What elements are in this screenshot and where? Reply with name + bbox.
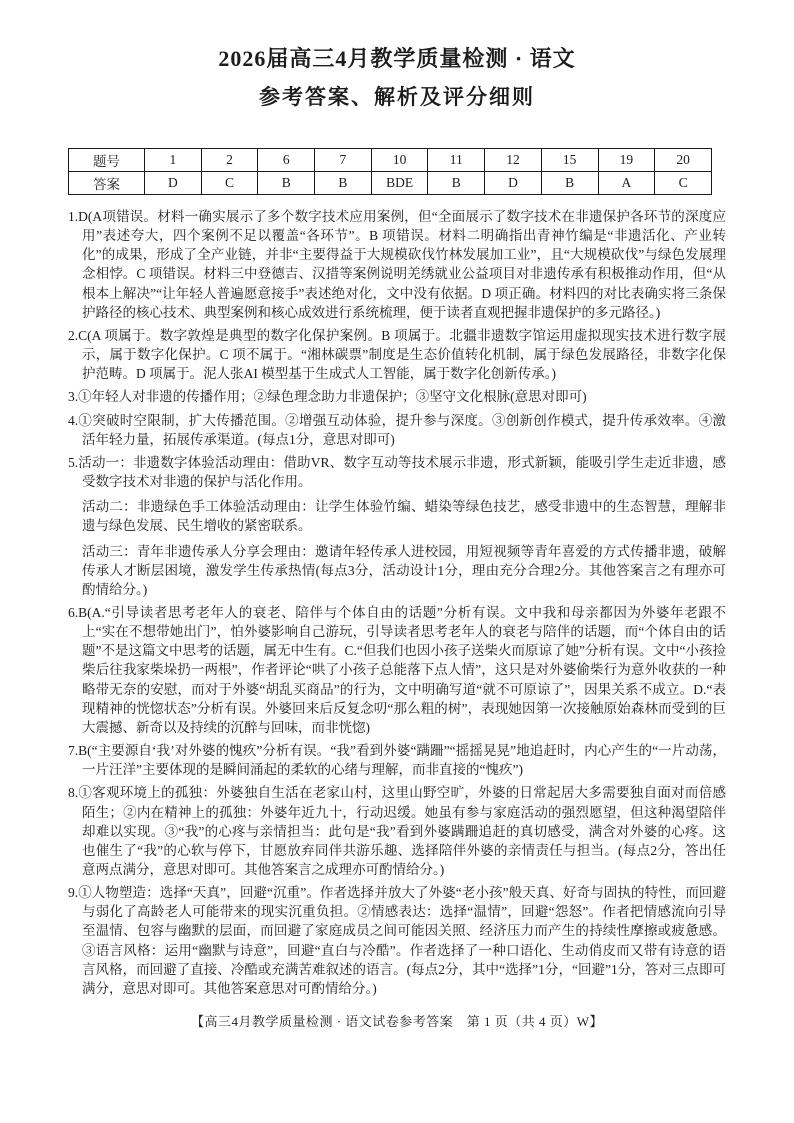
- page-title: 2026届高三4月教学质量检测 · 语文: [218, 46, 576, 71]
- question-number-cell: 6: [258, 149, 315, 172]
- answer-cell: D: [145, 172, 202, 195]
- solution-paragraph-7: 7.B(“主要源自‘我’对外婆的愧疚”分析有误。“我”看到外婆“蹒跚”“摇摇晃晃”地追赶时，内心产生的“一片动荡，一片汪洋”主要体现的是瞬间涌起的柔软的心绪与理解，而非直接的“愧疚”): [68, 743, 726, 778]
- answer-header: 答案: [69, 172, 145, 195]
- solution-paragraph-8: 8.①客观环境上的孤独：外婆独自生活在老家山村，这里山野空旷，外婆的日常起居大多需要独自面对而倍感陌生；②内在精神上的孤独：外婆年近九十，行动迟缓。她虽有参与家庭活动的强烈愿望，但这种渴望陪伴却难以实现。③“我”的心疼与亲情担当：此句是“我”看到外婆蹒跚追赶的真切感受，满含对外婆的心疼。这也催生了“我”的心软与停下，甘愿放弃同伴共游乐趣、选择陪伴外婆的亲情责任与担当。(每点2分，答出任意两点满分，意思对即可。其他答案言之成理亦可酌情给分。): [68, 785, 726, 877]
- answer-cell: D: [485, 172, 542, 195]
- answer-cell: B: [258, 172, 315, 195]
- question-number-header: 题号: [69, 149, 145, 172]
- question-number-cell: 2: [201, 149, 258, 172]
- question-number-cell: 11: [428, 149, 485, 172]
- answer-cell: B: [315, 172, 372, 195]
- solution-paragraph-3: 3.①年轻人对非遗的传播作用；②绿色理念助力非遗保护；③坚守文化根脉(意思对即可): [68, 389, 587, 405]
- answer-cell: BDE: [371, 172, 428, 195]
- question-number-cell: 1: [145, 149, 202, 172]
- answer-cell: B: [541, 172, 598, 195]
- question-number-cell: 12: [485, 149, 542, 172]
- question-number-cell: 15: [541, 149, 598, 172]
- solution-paragraph-5-activity-2: 活动二：非遗绿色手工体验活动理由：让学生体验竹编、蜡染等绿色技艺，感受非遗中的生态智慧，理解非遗与绿色发展、民生增收的紧密联系。: [82, 499, 726, 534]
- answer-cell: A: [598, 172, 655, 195]
- answer-cell: C: [201, 172, 258, 195]
- question-number-cell: 10: [371, 149, 428, 172]
- answer-table: [68, 148, 712, 195]
- solution-paragraph-2: 2.C(A 项属于。数字敦煌是典型的数字化保护案例。B 项属于。北疆非遗数字馆运用虚拟现实技术进行数字展示，属于数字化保护。C 项不属于。“湘林碳票”制度是生态价值转化机制，属于绿色发展路径，非数字化保护范畴。D 项属于。泥人张AI 模型基于生成式人工智能，属于数字化创新传承。): [68, 327, 726, 382]
- answer-cell: B: [428, 172, 485, 195]
- answer-table-row-question-numbers: [69, 149, 712, 172]
- question-number-cell: 19: [598, 149, 655, 172]
- solution-paragraph-9: 9.①人物塑造：选择“天真”，回避“沉重”。作者选择并放大了外婆“老小孩”般天真、好奇与固执的特性，而回避与弱化了高龄老人可能带来的现实沉重负担。②情感表达：选择“温情”，回避“怨怒”。作者把情感流向引导至温情、包容与幽默的层面，而回避了家庭成员之间可能因关照、经济压力而产生的持续性摩擦或疲惫感。③语言风格：运用“幽默与诗意”，回避“直白与冷酷”。作者选择了一种口语化、生动俏皮而又带有诗意的语言风格，而回避了直接、冷酷或充满苦难叙述的语言。(每点2分，其中“选择”1分，“回避”1分，答对三点即可满分，意思对即可。其他答案意思对可酌情给分。): [68, 885, 726, 996]
- solution-paragraph-4: 4.①突破时空限制，扩大传播范围。②增强互动体验，提升参与深度。③创新创作模式，提升传承效率。④激活年轻力量，拓展传承渠道。(每点1分，意思对即可): [68, 412, 726, 447]
- solutions-section: [68, 207, 726, 998]
- solution-paragraph-5-activity-3: 活动三：青年非遗传承人分享会理由：邀请年轻传承人进校园，用短视频等青年喜爱的方式传播非遗，破解传承人才断层困境，激发学生传承热情(每点3分，活动设计1分，理由充分合理2分。其他答案言之有理亦可酌情给分。): [82, 543, 726, 597]
- page-footer: 【高三4月教学质量检测 · 语文试卷参考答案 第 1 页（共 4 页）W】: [190, 1014, 604, 1030]
- answer-table-row-answers: [69, 172, 712, 195]
- page-subtitle: 参考答案、解析及评分细则: [259, 85, 535, 109]
- question-number-cell: 7: [315, 149, 372, 172]
- solution-paragraph-6: 6.B(A.“引导读者思考老年人的衰老、陪伴与个体自由的话题”分析有误。文中我和母亲都因为外婆年老跟不上“实在不想带她出门”，怕外婆影响自己游玩，引导读者思考老年人的衰老与陪伴的话题，而“个体自由的话题”不是这篇文中思考的话题，属无中生有。C.“但我们也因小孩子送柴火而原谅了她”分析有误。文中“小孩捡柴后往我家柴垛扔一两根”，作者评论“哄了小孩子总能落下点人情”，这只是对外婆偷柴行为意外收获的一种略带无奈的安慰，而对于外婆“胡乱买商品”的行为，文中明确写道“就不可原谅了”，因果关系不成立。D.“表现精神的恍惚状态”分析有误。外婆回来后反复念叨“那么粗的树”，表现她因第一次接触原始森林而受到的巨大震撼、新奇以及持续的沉醉与回味，而非恍惚): [68, 604, 726, 735]
- solution-paragraph-5-activity-1: 5.活动一：非遗数字体验活动理由：借助VR、数字互动等技术展示非遗，形式新颖，能吸引学生走近非遗，感受数字技术对非遗的保护与活化作用。: [68, 454, 726, 490]
- answer-cell: C: [655, 172, 712, 195]
- solution-paragraph-1: 1.D(A项错误。材料一确实展示了多个数字技术应用案例，但“全面展示了数字技术在非遗保护各环节的深度应用”表述夸大，四个案例不足以覆盖“各环节”。B 项错误。材料二明确指出青神竹编是“非遗活化、产业转化”的成果，形成了全产业链，并非“主要得益于大规模砍伐竹林发展加工业”，且“大规模砍伐”与绿色发展理念相悖。C 项错误。材料三中登德吉、汉措等案例说明羌绣就业公益项目对非遗传承有积极推动作用，但“从根本上解决”“让年轻人普遍愿意接手”表述绝对化，文中没有依据。D 项正确。材料四的对比表确实将三条保护路径的核心技术、典型案例和核心成效进行系统梳理，便于读者直观把握非遗保护的多元路径。): [68, 209, 726, 320]
- question-number-cell: 20: [655, 149, 712, 172]
